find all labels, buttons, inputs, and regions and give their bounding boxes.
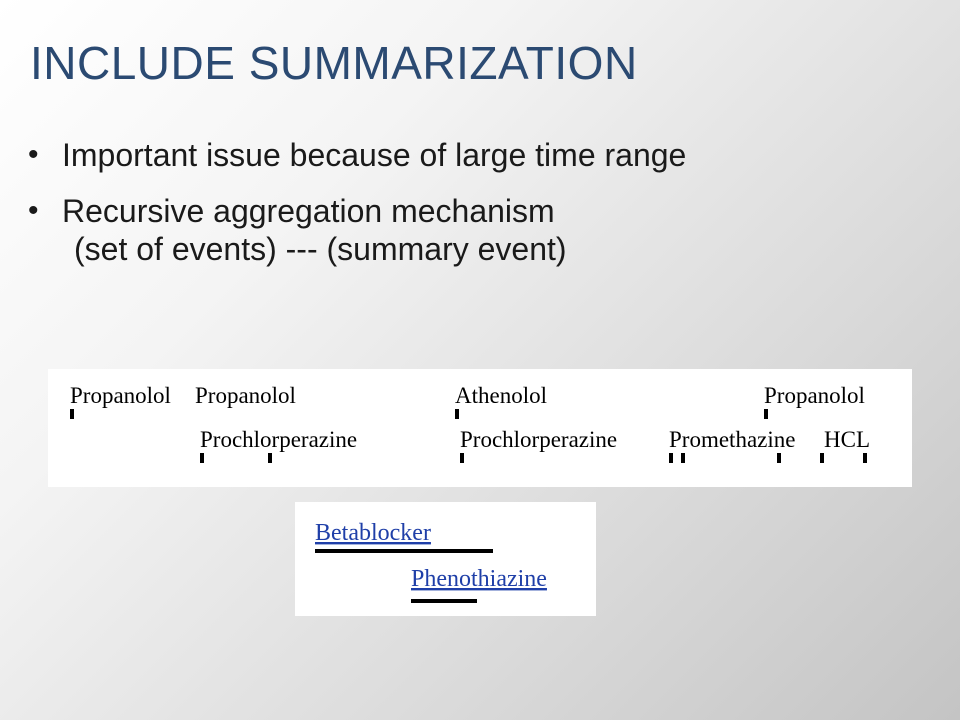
summary-bar	[315, 549, 493, 553]
bullet-item	[28, 192, 928, 268]
bullet-item	[28, 136, 928, 174]
summary-events-image	[295, 502, 596, 616]
slide-title: INCLUDE SUMMARIZATION	[30, 37, 638, 89]
timeline-label: Athenolol	[455, 383, 547, 408]
event-tick	[777, 453, 781, 463]
bullet-dot-icon: •	[28, 138, 39, 171]
event-tick	[200, 453, 204, 463]
bullet-text: Important issue because of large time range	[62, 137, 687, 173]
event-tick	[681, 453, 685, 463]
event-tick	[669, 453, 673, 463]
timeline-label: Propanolol	[70, 383, 171, 408]
timeline-label: Promethazine	[669, 427, 796, 452]
event-tick	[455, 409, 459, 419]
bullet-list	[28, 136, 928, 286]
event-tick	[820, 453, 824, 463]
summary-events-svg	[295, 502, 596, 616]
event-tick	[460, 453, 464, 463]
event-timeline-svg	[48, 369, 912, 487]
event-tick	[70, 409, 74, 419]
bullet-text: Recursive aggregation mechanism	[62, 193, 555, 229]
timeline-label: Propanolol	[764, 383, 865, 408]
bullet-dot-icon: •	[28, 194, 39, 227]
timeline-label: HCL	[824, 427, 870, 452]
event-tick	[863, 453, 867, 463]
event-tick	[764, 409, 768, 419]
event-tick	[268, 453, 272, 463]
summary-bar	[411, 599, 477, 603]
summary-label: Betablocker	[315, 520, 431, 546]
timeline-label: Propanolol	[195, 383, 296, 408]
timeline-label: Prochlorperazine	[460, 427, 618, 452]
timeline-label: Prochlorperazine	[200, 427, 358, 452]
summary-label: Phenothiazine	[411, 566, 547, 592]
event-timeline-image	[48, 369, 912, 487]
bullet-subtext: (set of events) --- (summary event)	[74, 231, 567, 267]
